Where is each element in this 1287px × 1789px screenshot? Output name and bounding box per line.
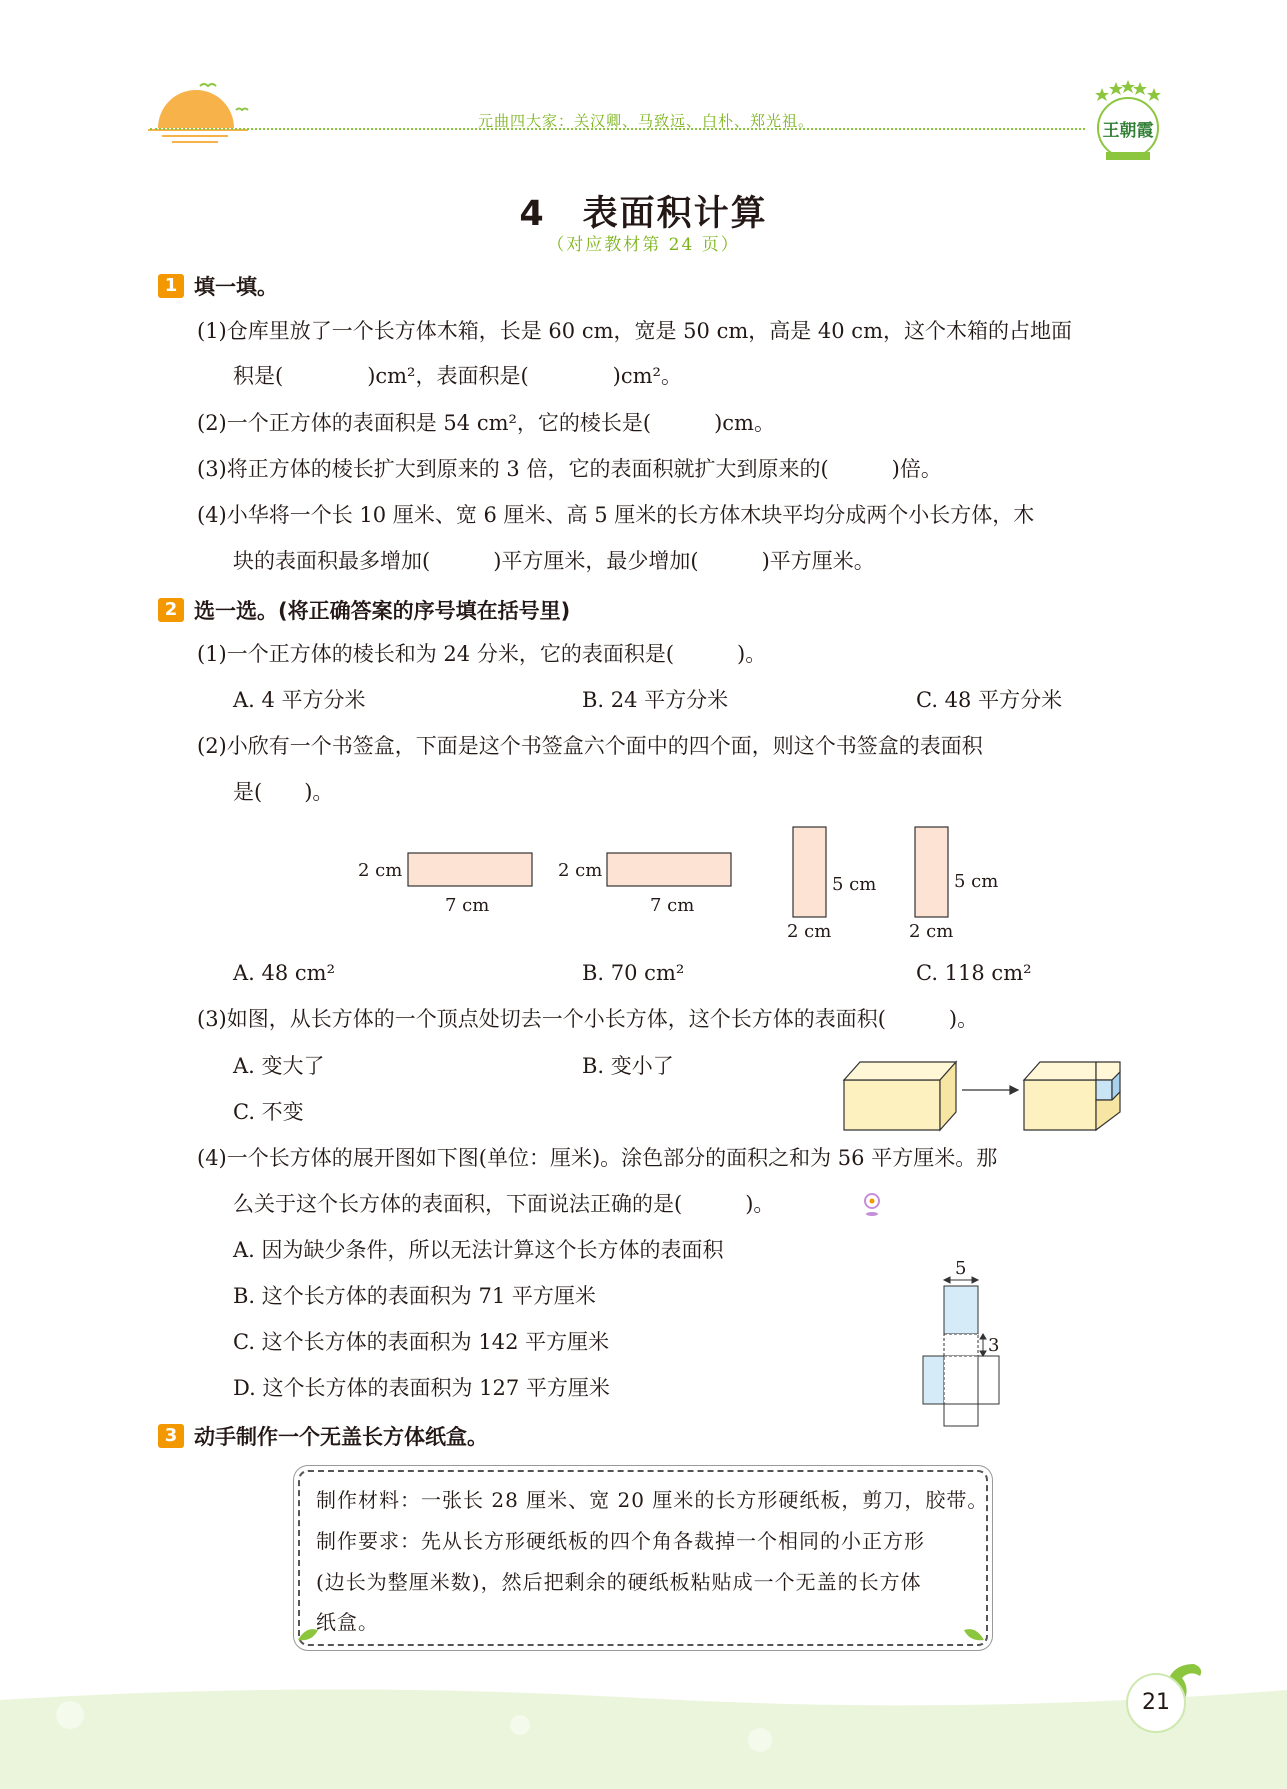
section-title: 选一选。(将正确答案的序号填在括号里) (194, 599, 571, 623)
fill-q4-line1: (4)小华将一个长 10 厘米、宽 6 厘米、高 5 厘米的长方体木块平均分成两个小长方体，木 (197, 503, 1035, 527)
bookmark-box-face-4-figure (900, 820, 1010, 945)
choose-q4-stem-line1: (4)一个长方体的展开图如下图(单位：厘米)。涂色部分的面积之和为 56 平方厘米。那 (197, 1146, 998, 1170)
face-3-height-label: 5 cm (832, 874, 877, 895)
header-quote: 元曲四大家：关汉卿、马致远、白朴、郑光祖。 (478, 112, 815, 130)
leaf-icon (962, 1626, 986, 1642)
face-rect-2 (607, 853, 731, 886)
face-rect-4 (915, 827, 948, 917)
choose-q4-option-d: D. 这个长方体的表面积为 127 平方厘米 (233, 1376, 610, 1400)
note-line-4: 纸盒。 (316, 1610, 379, 1634)
choose-q1-option-c: C. 48 平方分米 (916, 688, 1063, 712)
sunset-icon (148, 78, 258, 153)
choose-q3-option-c: C. 不变 (233, 1100, 304, 1124)
fill-q4-line2: 块的表面积最多增加( )平方厘米，最少增加( )平方厘米。 (233, 549, 875, 573)
face-2-height-label: 2 cm (558, 860, 603, 881)
section-title: 动手制作一个无盖长方体纸盒。 (194, 1425, 488, 1449)
choose-q4-option-c: C. 这个长方体的表面积为 142 平方厘米 (233, 1330, 610, 1354)
page-number: 21 (1126, 1673, 1186, 1733)
section-number: 2 (158, 598, 184, 622)
choose-q1-stem: (1)一个正方体的棱长和为 24 分米，它的表面积是( )。 (197, 642, 767, 666)
bookmark-box-faces-figure (350, 820, 910, 945)
choose-q1-option-a: A. 4 平方分米 (233, 688, 366, 712)
fill-q3: (3)将正方体的棱长扩大到原来的 3 倍，它的表面积就扩大到原来的( )倍。 (197, 457, 942, 481)
fill-q2: (2)一个正方体的表面积是 54 cm²，它的棱长是( )cm。 (197, 411, 775, 435)
section-1-heading (158, 271, 278, 301)
footer-background (0, 1680, 1287, 1789)
note-line-3: (边长为整厘米数)，然后把剩余的硬纸板粘贴成一个无盖的长方体 (316, 1570, 922, 1594)
section-title: 填一填。 (194, 275, 278, 299)
choose-q4-stem-line2: 么关于这个长方体的表面积，下面说法正确的是( )。 (233, 1192, 775, 1216)
face-4-height-label: 5 cm (954, 871, 999, 892)
choose-q3-option-b: B. 变小了 (582, 1054, 674, 1078)
cuboid-cut-figure (840, 1056, 1130, 1136)
choose-q2-option-a: A. 48 cm² (233, 961, 336, 985)
choose-q4-option-a: A. 因为缺少条件，所以无法计算这个长方体的表面积 (233, 1238, 724, 1262)
cuboid-cut (1024, 1062, 1120, 1130)
choose-q3-stem: (3)如图，从长方体的一个顶点处切去一个小长方体，这个长方体的表面积( )。 (197, 1007, 979, 1031)
note-line-1: 制作材料：一张长 28 厘米、宽 20 厘米的长方形硬纸板，剪刀，胶带。 (316, 1488, 989, 1512)
note-line-2: 制作要求：先从长方形硬纸板的四个角各裁掉一个相同的小正方形 (316, 1529, 925, 1553)
section-3-heading (158, 1421, 488, 1451)
dimension-3 (980, 1334, 986, 1356)
choose-q2-option-c: C. 118 cm² (916, 961, 1032, 985)
face-4-width-label: 2 cm (909, 921, 954, 942)
face-rect-1 (408, 853, 532, 886)
section-number: 3 (158, 1424, 184, 1448)
face-1-height-label: 2 cm (358, 860, 403, 881)
choose-q2-stem-line2: 是( )。 (233, 780, 334, 804)
choose-q3-option-a: A. 变大了 (233, 1054, 325, 1078)
choose-q2-option-b: B. 70 cm² (582, 961, 685, 985)
page-title: 4 表面积计算 (519, 194, 768, 234)
cuboid-whole (844, 1062, 956, 1130)
arrow-icon (962, 1086, 1018, 1094)
hint-pin-icon (862, 1192, 882, 1218)
net-width-label: 5 (955, 1258, 967, 1279)
face-2-length-label: 7 cm (650, 895, 695, 916)
cuboid-net-figure (915, 1250, 1015, 1430)
section-2-heading (158, 595, 570, 625)
choose-q4-option-b: B. 这个长方体的表面积为 71 平方厘米 (233, 1284, 596, 1308)
section-number: 1 (158, 274, 184, 298)
face-rect-3 (793, 827, 826, 917)
face-1-length-label: 7 cm (445, 895, 490, 916)
choose-q1-option-b: B. 24 平方分米 (582, 688, 729, 712)
page-subtitle: （对应教材第 24 页） (547, 235, 740, 255)
fill-q1-line1: (1)仓库里放了一个长方体木箱，长是 60 cm，宽是 50 cm，高是 40 cm，这个木箱的占地面 (197, 319, 1072, 343)
choose-q2-stem-line1: (2)小欣有一个书签盒，下面是这个书签盒六个面中的四个面，则这个书签盒的表面积 (197, 734, 983, 758)
fill-q1-line2: 积是( )cm²，表面积是( )cm²。 (233, 364, 682, 388)
face-3-width-label: 2 cm (787, 921, 832, 942)
logo-text: 王朝霞 (1102, 121, 1154, 141)
net-height-label: 3 (988, 1335, 1000, 1356)
